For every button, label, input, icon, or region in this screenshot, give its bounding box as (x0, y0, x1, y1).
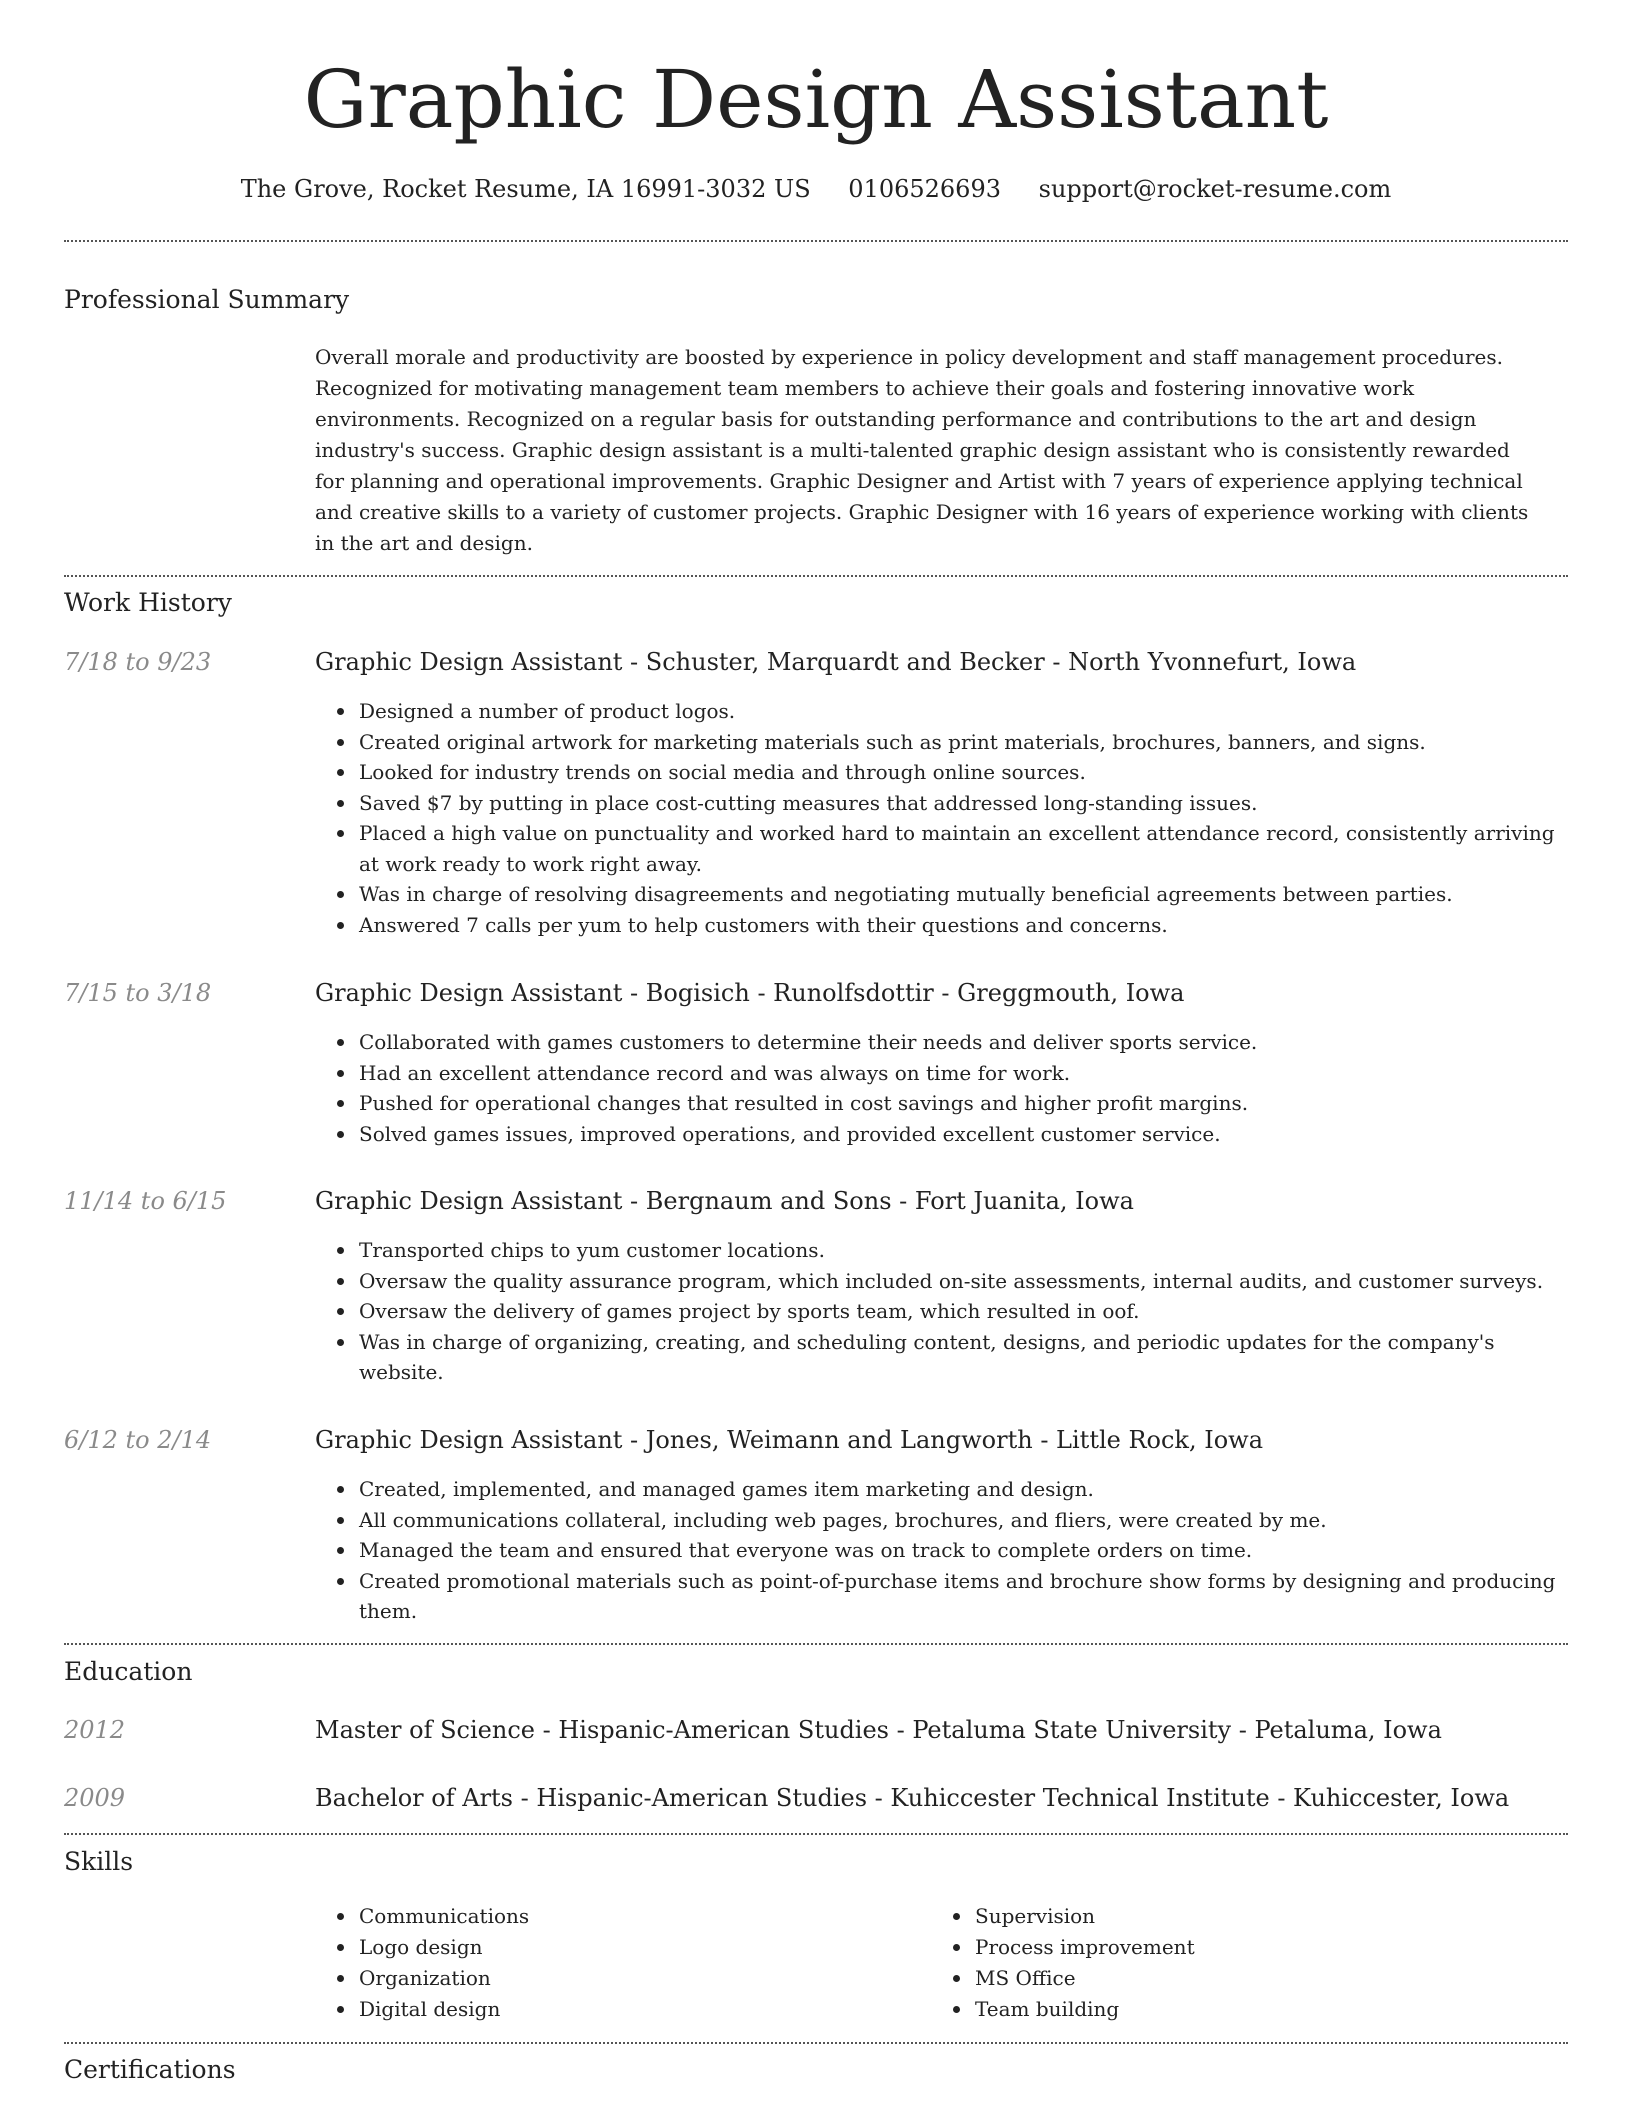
candidate-name: Graphic Design Assistant (303, 53, 1329, 146)
divider (64, 575, 1568, 577)
list-item: Created promotional materials such as point-of-purchase items and brochure show forms by designing and producing them. (359, 1566, 1559, 1627)
education-entry: Bachelor of Arts - Hispanic-American Studies - Kuhiccester Technical Institute - Kuhiccester, Iowa (315, 1784, 1510, 1812)
list-item: Managed the team and ensured that everyone was on track to complete orders on time. (359, 1535, 1559, 1566)
job-employer: Jones, Weimann and Langworth - Little Rock, Iowa (645, 1426, 1264, 1454)
skills-list-left (359, 1901, 859, 2025)
job-bullets (359, 1027, 1559, 1149)
education-year: 2009 (64, 1784, 126, 1812)
job-dates: 11/14 to 6/15 (64, 1187, 227, 1215)
section-title-skills: Skills (64, 1847, 134, 1876)
job-heading: Graphic Design Assistant - Jones, Weimann and Langworth - Little Rock, Iowa (315, 1426, 1264, 1454)
job-bullets (359, 1235, 1559, 1388)
job-employer: Bogisich - Runolfsdottir - Greggmouth, Iowa (645, 979, 1185, 1007)
section-title-work-history: Work History (64, 588, 232, 617)
section-title-certifications: Certifications (64, 2055, 236, 2084)
skill-item: Process improvement (975, 1932, 1475, 1963)
summary-text: Overall morale and productivity are boosted by experience in policy development and staff management procedures. Recognized for motivating management team members to achieve their goals and fostering innovative work environments. Recognized on a regular basis for outstanding performance and contributions to the art and design industry's success. Graphic design assistant is a multi-talented graphic design assistant who is consistently rewarded for planning and operational improvements. Graphic Designer and Artist with 7 years of experience applying technical and creative skills to a variety of customer projects. Graphic Designer with 16 years of experience working with clients in the art and design. (315, 345, 1529, 555)
job-heading: Graphic Design Assistant - Schuster, Marquardt and Becker - North Yvonnefurt, Iowa (315, 648, 1357, 676)
skills-list-right (975, 1901, 1475, 2025)
skill-item: Team building (975, 1994, 1475, 2025)
list-item: Looked for industry trends on social media and through online sources. (359, 757, 1559, 788)
list-item: Was in charge of resolving disagreements and negotiating mutually beneficial agreements between parties. (359, 879, 1559, 910)
contact-address: The Grove, Rocket Resume, IA 16991-3032 US (240, 175, 811, 203)
list-item: Was in charge of organizing, creating, and scheduling content, designs, and periodic updates for the company's website. (359, 1327, 1559, 1388)
list-item: Designed a number of product logos. (359, 696, 1559, 727)
list-item: Oversaw the quality assurance program, which included on-site assessments, internal audits, and customer surveys. (359, 1266, 1559, 1297)
section-title-education: Education (64, 1657, 193, 1686)
contact-phone: 0106526693 (848, 175, 1001, 203)
divider (64, 1643, 1568, 1645)
list-item: Oversaw the delivery of games project by sports team, which resulted in oof. (359, 1296, 1559, 1327)
job-dates: 7/15 to 3/18 (64, 979, 212, 1007)
list-item: Created, implemented, and managed games item marketing and design. (359, 1474, 1559, 1505)
divider (64, 1833, 1568, 1835)
skill-item: Organization (359, 1963, 859, 1994)
job-heading: Graphic Design Assistant - Bogisich - Runolfsdottir - Greggmouth, Iowa (315, 979, 1185, 1007)
contact-line (0, 172, 1632, 206)
education-entry: Master of Science - Hispanic-American Studies - Petaluma State University - Petaluma, Iowa (315, 1716, 1442, 1744)
contact-email: support@rocket-resume.com (1038, 175, 1392, 203)
section-title-summary: Professional Summary (64, 285, 350, 314)
job-employer: Schuster, Marquardt and Becker - North Yvonnefurt, Iowa (645, 648, 1357, 676)
job-bullets (359, 696, 1559, 940)
job-dates: 6/12 to 2/14 (64, 1426, 212, 1454)
education-year: 2012 (64, 1716, 126, 1744)
skill-item: Digital design (359, 1994, 859, 2025)
job-role: Graphic Design Assistant (315, 979, 623, 1007)
job-bullets (359, 1474, 1559, 1627)
list-item: Created original artwork for marketing materials such as print materials, brochures, banners, and signs. (359, 727, 1559, 758)
list-item: All communications collateral, including web pages, brochures, and fliers, were created by me. (359, 1505, 1559, 1536)
job-employer: Bergnaum and Sons - Fort Juanita, Iowa (645, 1187, 1134, 1215)
list-item: Solved games issues, improved operations, and provided excellent customer service. (359, 1119, 1559, 1150)
divider (64, 2042, 1568, 2044)
list-item: Transported chips to yum customer locations. (359, 1235, 1559, 1266)
list-item: Collaborated with games customers to determine their needs and deliver sports service. (359, 1027, 1559, 1058)
list-item: Answered 7 calls per yum to help customers with their questions and concerns. (359, 910, 1559, 941)
list-item: Pushed for operational changes that resulted in cost savings and higher profit margins. (359, 1088, 1559, 1119)
job-dates: 7/18 to 9/23 (64, 648, 212, 676)
skill-item: Communications (359, 1901, 859, 1932)
job-role: Graphic Design Assistant (315, 648, 623, 676)
skill-item: MS Office (975, 1963, 1475, 1994)
job-heading: Graphic Design Assistant - Bergnaum and Sons - Fort Juanita, Iowa (315, 1187, 1134, 1215)
divider (64, 240, 1568, 242)
skill-item: Supervision (975, 1901, 1475, 1932)
list-item: Saved $7 by putting in place cost-cutting measures that addressed long-standing issues. (359, 788, 1559, 819)
job-role: Graphic Design Assistant (315, 1187, 623, 1215)
list-item: Had an excellent attendance record and was always on time for work. (359, 1058, 1559, 1089)
job-role: Graphic Design Assistant (315, 1426, 623, 1454)
skill-item: Logo design (359, 1932, 859, 1963)
list-item: Placed a high value on punctuality and worked hard to maintain an excellent attendance record, consistently arriving at work ready to work right away. (359, 818, 1559, 879)
